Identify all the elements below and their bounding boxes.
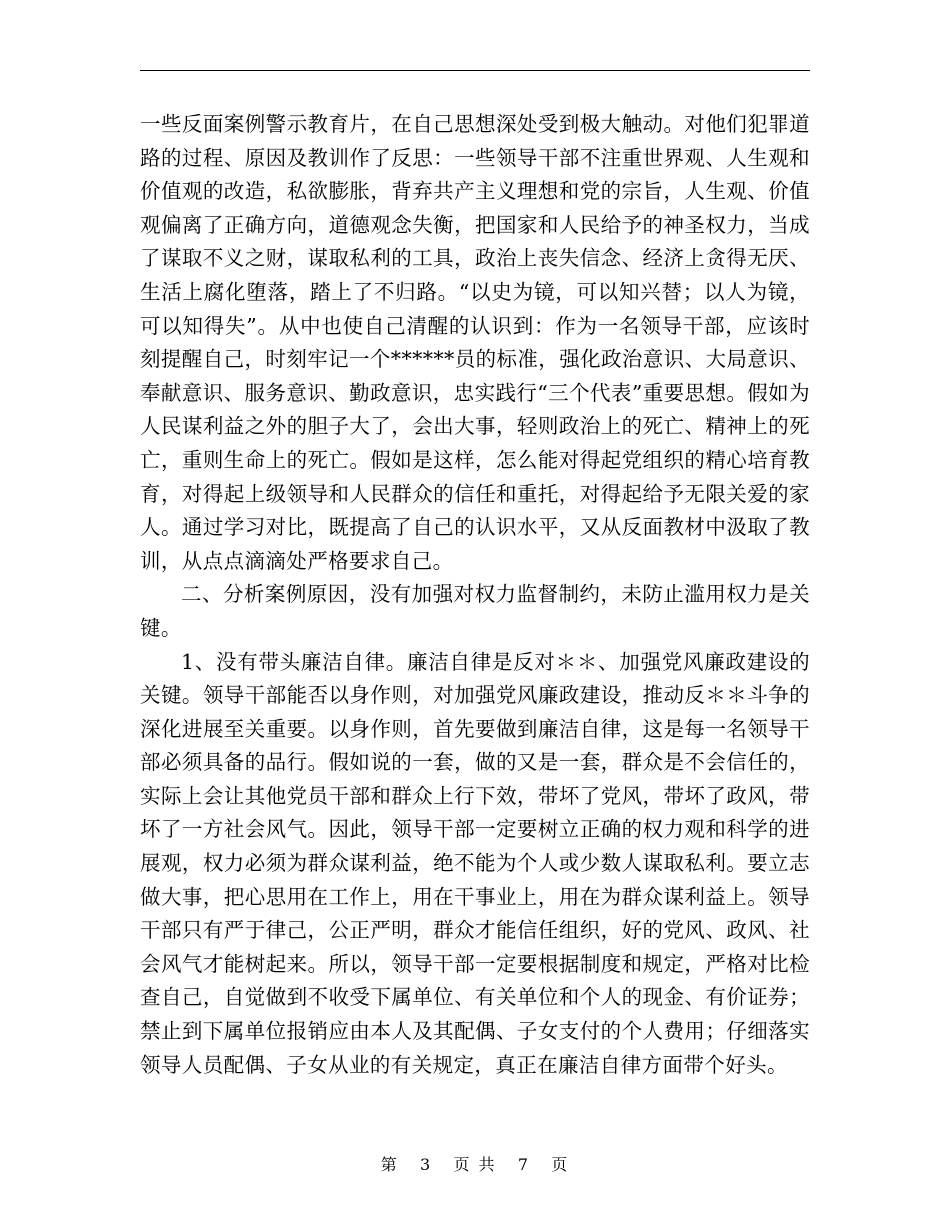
paragraph-2-section-heading: 二、分析案例原因，没有加强对权力监督制约，未防止滥用权力是关键。 <box>140 582 810 640</box>
paragraph-1: 一些反面案例警示教育片，在自己思想深处受到极大触动。对他们犯罪道路的过程、原因及教训作了反思：一些领导干部不注重世界观、人生观和价值观的改造，私欲膨胀，背弃共产主义理想和党的宗旨，人生观、价值观偏离了正确方向，道德观念失衡，把国家和人民给予的神圣权力，当成了谋取不义之财，谋取私利的工具，政治上丧失信念、经济上贪得无厌、生活上腐化堕落，踏上了不归路。“以史为镜，可以知兴替；以人为镜，可以知得失”。从中也使自己清醒的认识到：作为一名领导干部，应该时刻提醒自己，时刻牢记一个******员的标准，强化政治意识、大局意识、奉献意识、服务意识、勤政意识，忠实践行“三个代表”重要思想。假如为人民谋利益之外的胆子大了，会出大事，轻则政治上的死亡、精神上的死亡，重则生命上的死亡。假如是这样，怎么能对得起党组织的精心培育教育，对得起上级领导和人民群众的信任和重托，对得起给予无限关爱的家人。通过学习对比，既提高了自己的认识水平，又从反面教材中汲取了教训，从点点滴滴处严格要求自己。 <box>140 112 810 573</box>
footer-suffix: 页 <box>551 1155 570 1174</box>
total-pages-number: 7 <box>517 1155 531 1174</box>
paragraph-3: 1、没有带头廉洁自律。廉洁自律是反对＊＊、加强党风廉政建设的关键。领导干部能否以身作则，对加强党风廉政建设，推动反＊＊斗争的深化进展至关重要。以身作则，首先要做到廉洁自律，这是每一名领导干部必须具备的品行。假如说的一套，做的又是一套，群众是不会信任的，实际上会让其他党员干部和群众上行下效，带坏了党风，带坏了政风，带坏了一方社会风气。因此，领导干部一定要树立正确的权力观和科学的进展观，权力必须为群众谋利益，绝不能为个人或少数人谋取私利。要立志做大事，把心思用在工作上，用在干事业上，用在为群众谋利益上。领导干部只有严于律己，公正严明，群众才能信任组织，好的党风、政风、社会风气才能树起来。所以，领导干部一定要根据制度和规定，严格对比检查自己，自觉做到不收受下属单位、有关单位和个人的现金、有价证券；禁止到下属单位报销应由本人及其配偶、子女支付的个人费用；仔细落实领导人员配偶、子女从业的有关规定，真正在廉洁自律方面带个好头。 <box>140 649 810 1077</box>
current-page-number: 3 <box>419 1155 433 1174</box>
header-rule <box>140 70 810 71</box>
footer-prefix: 第 <box>380 1155 399 1174</box>
footer-mid: 页 共 <box>453 1155 497 1174</box>
document-body <box>140 108 810 1082</box>
page-footer <box>0 1152 950 1175</box>
